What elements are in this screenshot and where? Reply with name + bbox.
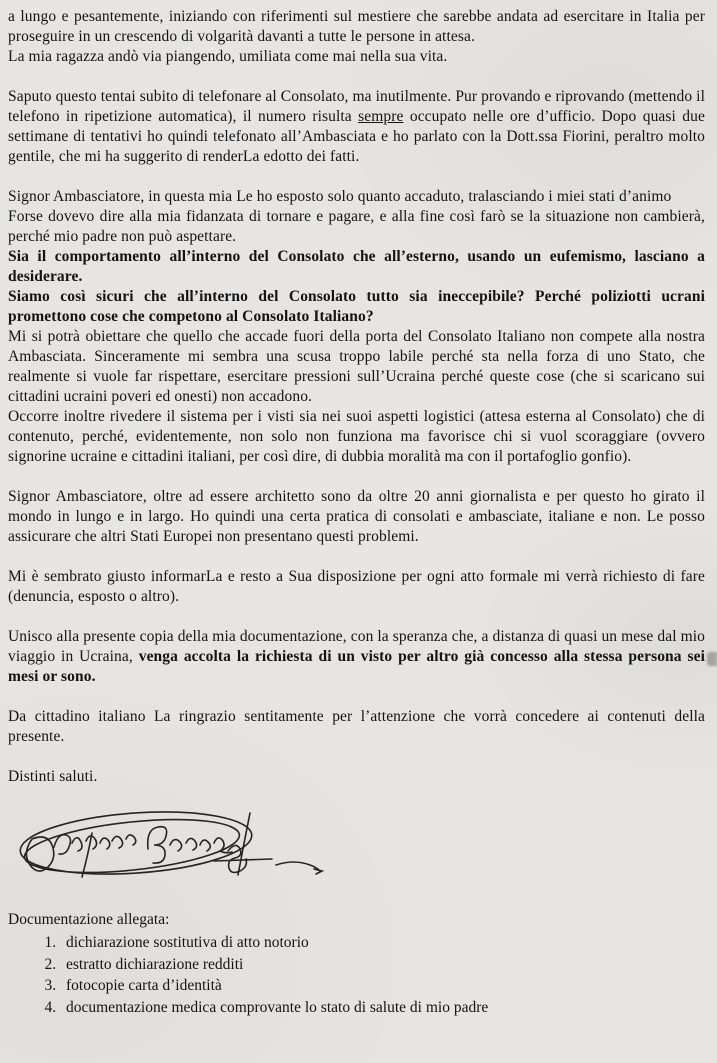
text-segment: occupato nelle ore d’ufficio. Dopo quasi due settimane di tentativi ho quindi telefonato all’Ambasciata e ho parlato con la Dott.ssa Fiorini, peraltro molto gentile, che mi ha suggerito di renderLa edotto dei fatti. — [8, 108, 705, 165]
text-segment: venga accolta la richiesta di un visto per altro già concesso alla stessa persona sei mesi or sono. — [8, 648, 705, 685]
text-segment: Occorre inoltre rivedere il sistema per i visti sia nei suoi aspetti logistici (attesa esterna al Consolato) che di contenuto, perché, evidentemente, non solo non funziona ma favorisce chi si vuol scoraggiare (ovvero signorine ucraine e cittadini italiani, per così dire, di dubbia moralità ma con il portafoglio gonfio). — [8, 408, 705, 465]
text-segment: Mi è sembrato giusto informarLa e resto a Sua disposizione per ogni atto formale mi verrà richiesto di fare (denuncia, esposto o altro). — [8, 568, 705, 605]
paragraph — [8, 47, 705, 67]
paragraph — [8, 7, 705, 47]
text-segment: Signor Ambasciatore, in questa mia Le ho esposto solo quanto accaduto, tralasciando i miei stati d’animo — [8, 188, 672, 205]
paragraph — [8, 767, 705, 787]
text-segment: Distinti saluti. — [8, 768, 98, 785]
text-segment: La mia ragazza andò via piangendo, umiliata come mai nella sua vita. — [8, 48, 448, 65]
attachment-item: 1. dichiarazione sostitutiva di atto notorio — [60, 932, 705, 954]
attachment-item: 2. estratto dichiarazione redditi — [60, 954, 705, 976]
attachments-section — [8, 909, 705, 1018]
text-segment: sempre — [358, 108, 404, 125]
paragraph — [8, 287, 705, 327]
text-segment: Signor Ambasciatore, oltre ad essere architetto sono da oltre 20 anni giornalista e per questo ho girato il mondo in lungo e in largo. Ho quindi una certa pratica di consolati e ambasciate, italiane e non. Le posso assicurare che altri Stati Europei non presentano questi problemi. — [8, 488, 705, 545]
signature-block — [14, 799, 705, 891]
attachment-item: 3. fotocopie carta d’identità — [60, 975, 705, 997]
paragraph — [8, 87, 705, 167]
text-segment: Siamo così sicuri che all’interno del Consolato tutto sia ineccepibile? Perché poliziotti ucrani promettono cose che competono al Consolato Italiano? — [8, 288, 705, 325]
text-segment: Saputo questo tentai subito di telefonare al Consolato, ma inutilmente. Pur provando e riprovando (mettendo il telefono in ripetizione automatica), il numero risulta — [8, 88, 705, 125]
paragraph — [8, 407, 705, 467]
text-segment: Mi si potrà obiettare che quello che accade fuori della porta del Consolato Italiano non compete alla nostra Ambasciata. Sinceramente mi sembra una scusa troppo labile perché sta nella forza di uno Stato, che realmente si vuole far rispettare, esercitare pressioni sull’Ucraina perché queste cose (che si scaricano sui cittadini ucraini poveri ed onesti) non accadono. — [8, 328, 705, 405]
text-segment: Da cittadino italiano La ringrazio sentitamente per l’attenzione che vorrà concedere ai contenuti della presente. — [8, 708, 705, 745]
paragraph — [8, 567, 705, 607]
paragraph — [8, 247, 705, 287]
text-segment: Forse dovevo dire alla mia fidanzata di tornare e pagare, e alla fine così farò se la situazione non cambierà, perché mio padre non può aspettare. — [8, 208, 705, 245]
letter-body — [8, 7, 705, 787]
paragraph — [8, 707, 705, 747]
text-segment: Unisco alla presente copia della mia documentazione, con la speranza che, a distanza di quasi un mese dal mio viaggio in Ucraina, — [8, 628, 705, 665]
paragraph — [8, 327, 705, 407]
paragraph — [8, 627, 705, 687]
paragraph — [8, 207, 705, 247]
handwritten-signature-icon — [14, 799, 344, 891]
scan-smudge — [707, 652, 717, 666]
attachment-item: 4. documentazione medica comprovante lo stato di salute di mio padre — [60, 997, 705, 1019]
text-segment: Sia il comportamento all’interno del Consolato che all’esterno, usando un eufemismo, lasciano a desiderare. — [8, 248, 705, 285]
text-segment: a lungo e pesantemente, iniziando con riferimenti sul mestiere che sarebbe andata ad esercitare in Italia per proseguire in un crescendo di volgarità davanti a tutte le persone in attesa. — [8, 8, 705, 45]
attachments-title: Documentazione allegata: — [8, 911, 170, 928]
paragraph — [8, 487, 705, 547]
attachments-list — [8, 932, 705, 1018]
paragraph — [8, 187, 705, 207]
